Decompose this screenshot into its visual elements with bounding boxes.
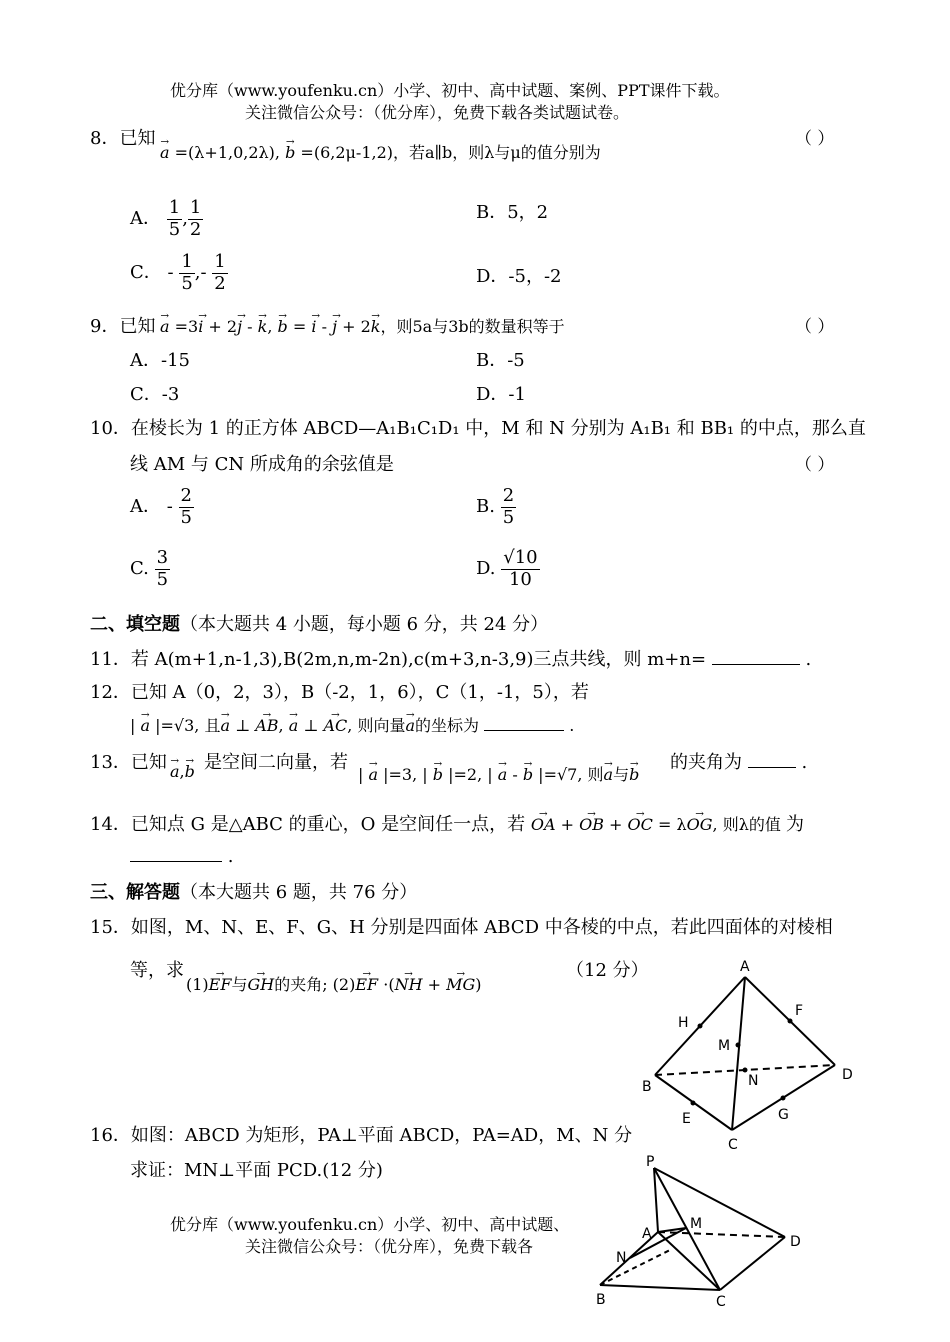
- figure2-pyramid: [590, 1150, 820, 1310]
- header-line2: 关注微信公众号：（优分库），免费下载各类试题试卷。: [245, 103, 630, 122]
- section3-title: 三、解答题: [90, 882, 180, 903]
- q9-option-b: B．-5: [476, 350, 525, 371]
- q10-option-d: D. $\frac{√10}{10}$: [476, 547, 538, 590]
- q9-stem: → a =3→ i + 2→ j - → k, → b = → i - → j + 2→ k，则5a与3b的数量积等于: [160, 314, 565, 337]
- fig1-label-b: B: [642, 1079, 652, 1095]
- q10-c-label: C.: [130, 558, 149, 580]
- q10-b-label: B.: [476, 496, 495, 518]
- q10-option-a: A． - $\frac{2}{5}$: [130, 485, 192, 528]
- header-line1: 优分库（www.youfenku.cn）小学、初中、高中试题、案例、PPT课件下载。: [170, 81, 730, 100]
- q14-line2: [130, 846, 233, 867]
- q12-line1: 12．已知 A（0，2，3），B（-2，1，6），C（1，-1，5），若: [90, 682, 589, 703]
- q13-mid: 是空间二向量，若: [204, 752, 348, 773]
- q12-end: .: [569, 716, 575, 735]
- fig1-label-d: D: [842, 1067, 853, 1083]
- q9-number: 9．已知: [90, 316, 156, 337]
- q9-stem-tail: ，则5a与3b的数量积等于: [380, 317, 565, 336]
- q14-text: 14．已知点 G 是△ABC 的重心，O 是空间任一点，若: [90, 814, 526, 835]
- figure1-tetrahedron: [640, 955, 870, 1155]
- q13-ab: → a,→ b: [170, 762, 195, 781]
- q13-blank[interactable]: [748, 767, 796, 768]
- footer-line1: 优分库（www.youfenku.cn）小学、初中、高中试题、: [170, 1215, 570, 1234]
- fig2-label-c: C: [716, 1294, 726, 1310]
- q10-paren: （ ）: [795, 455, 835, 475]
- section2-heading: [90, 610, 548, 636]
- fig1-label-c: C: [728, 1137, 738, 1153]
- edge-ac: [658, 1232, 720, 1290]
- edge-pa: [654, 1168, 658, 1232]
- q14-tail: 为: [785, 814, 804, 835]
- section2-title: 二、填空题: [90, 614, 180, 635]
- q16-line2: 求证：MN⊥平面 PCD.(12 分): [130, 1160, 383, 1181]
- section3-heading: [90, 878, 417, 904]
- fig1-label-n: N: [748, 1073, 759, 1089]
- q8-number: 8．已知: [90, 128, 156, 149]
- q9-option-c: C．-3: [130, 384, 180, 405]
- q8-stem: → a =(λ+1,0,2λ), → b =(6,2μ-1,2)，若a∥b，则λ与μ的值分别为: [160, 140, 601, 163]
- q12-blank[interactable]: [484, 730, 564, 731]
- fig2-label-a: A: [642, 1226, 652, 1242]
- fig1-label-a: A: [740, 959, 750, 975]
- q14-blank[interactable]: [130, 861, 222, 862]
- q10-option-c: C. $\frac{3}{5}$: [130, 547, 169, 590]
- q8-c-label: C．: [130, 262, 162, 284]
- q8-paren: （ ）: [795, 129, 835, 149]
- fig1-label-f: F: [795, 1003, 804, 1019]
- q11-end: .: [805, 649, 812, 670]
- q16-line1: 16．如图：ABCD 为矩形，PA⊥平面 ABCD，PA=AD，M、N 分: [90, 1125, 633, 1146]
- q11-text: 11．若 A(m+1,n-1,3),B(2m,n,m-2n),c(m+3,n-3,9)三点共线，则 m+n=: [90, 649, 707, 670]
- q10-a-label: A．: [130, 496, 161, 518]
- q8-option-d: D．-5，-2: [476, 266, 562, 287]
- q10-line2: 线 AM 与 CN 所成角的余弦值是: [130, 454, 394, 475]
- q13-number: 13．已知: [90, 752, 167, 773]
- q12-line2: | → a |=√3, 且→ a ⊥ → AB, → a ⊥ → AC, 则向量→ a的坐标为 .: [130, 713, 574, 736]
- fig2-label-n: N: [616, 1250, 627, 1266]
- q11: [90, 645, 811, 671]
- q8-option-c: C． - $\frac{1}{5}$ ,- $\frac{1}{2}$: [130, 251, 226, 294]
- section2-note: （本大题共 4 小题，每小题 6 分，共 24 分）: [180, 614, 549, 635]
- q10-option-b: B. $\frac{2}{5}$: [476, 485, 515, 528]
- q13-end: .: [801, 752, 808, 773]
- q13-cond: | → a |=3, | → b |=2, | → a - → b |=√7, 则→ a与→ b: [358, 762, 639, 785]
- q15-line2: 等，求: [130, 960, 184, 981]
- q15-score: （12 分）: [566, 960, 649, 981]
- fig1-label-h: H: [678, 1015, 689, 1031]
- fig1-label-e: E: [682, 1111, 691, 1127]
- q15-line1: 15．如图，M、N、E、F、G、H 分别是四面体 ABCD 中各棱的中点，若此四面体的对棱相: [90, 917, 833, 938]
- q14-end: .: [227, 846, 234, 867]
- edge-cd: [720, 1237, 785, 1290]
- fig2-label-p: P: [646, 1154, 655, 1170]
- q14-line1: 14．已知点 G 是△ABC 的重心，O 是空间任一点，若 → OA + → OB + → OC = λ→ OG, 则λ的值 为: [90, 810, 804, 836]
- fig1-label-m: M: [718, 1038, 731, 1054]
- q11-blank[interactable]: [712, 664, 800, 665]
- q10-line1: 10．在棱长为 1 的正方体 ABCD—A₁B₁C₁D₁ 中，M 和 N 分别为 A₁B₁ 和 BB₁ 的中点，那么直: [90, 418, 866, 439]
- q13-tail: [670, 748, 807, 774]
- section3-note: （本大题共 6 题，共 76 分）: [180, 882, 418, 903]
- q8-stem-tail: ，若a∥b，则λ与μ的值分别为: [393, 143, 601, 162]
- q8-option-a: A． $\frac{1}{5}$ , $\frac{1}{2}$: [130, 197, 202, 240]
- q12-line2-tail: 的坐标为: [415, 716, 480, 735]
- edge-ac: [732, 977, 745, 1130]
- footer-line2: 关注微信公众号：（优分库），免费下载各: [245, 1237, 534, 1256]
- q9-option-a: A．-15: [130, 350, 190, 371]
- q10-d-label: D.: [476, 558, 496, 580]
- q15-formula: (1)→ EF与→ GH的夹角; (2)→ EF ·(→ NH + → MG): [186, 972, 482, 995]
- q9-paren: （ ）: [795, 317, 835, 337]
- fig2-label-d: D: [790, 1234, 801, 1250]
- q9-option-d: D．-1: [476, 384, 526, 405]
- edge-bc: [600, 1285, 720, 1290]
- q8-a-label: A．: [130, 208, 161, 230]
- fig1-label-g: G: [778, 1107, 789, 1123]
- fig2-label-m: M: [690, 1216, 703, 1232]
- fig2-label-b: B: [596, 1292, 606, 1308]
- q8-option-b: B．5，2: [476, 202, 549, 223]
- q13-tail-text: 的夹角为: [670, 752, 742, 773]
